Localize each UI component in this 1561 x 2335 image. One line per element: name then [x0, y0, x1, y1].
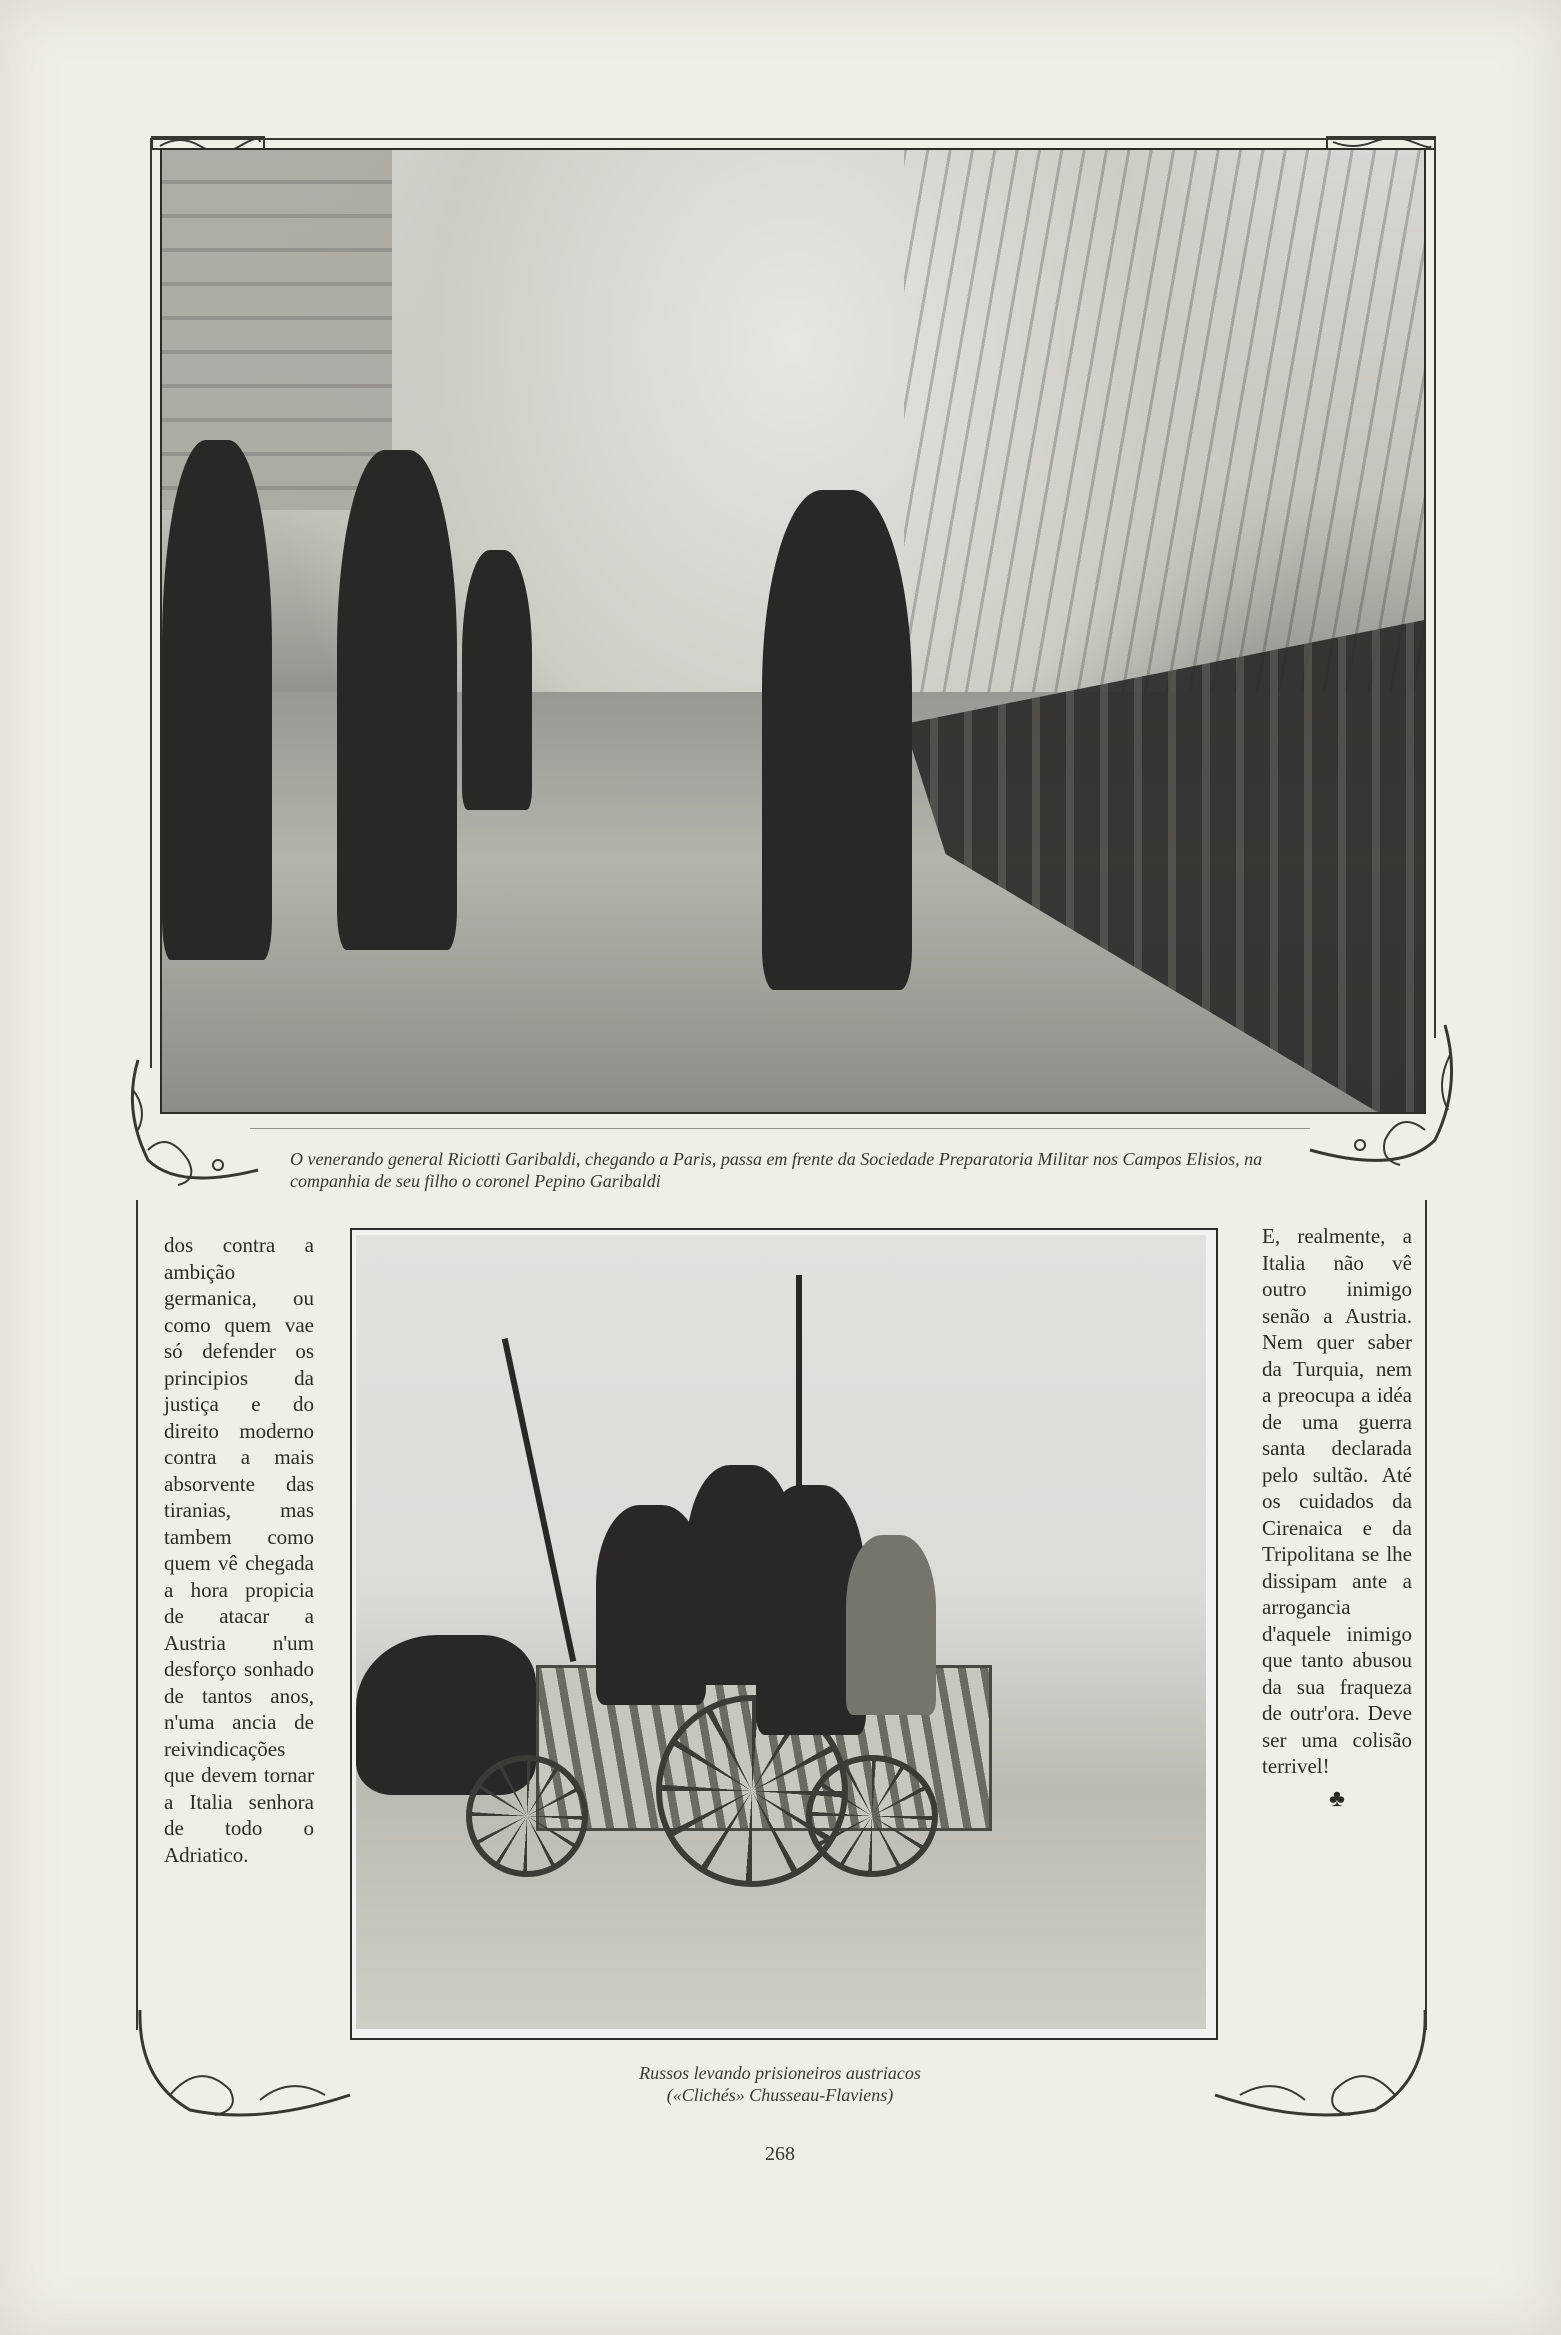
russian-cart-photo [356, 1235, 1206, 2029]
photo-figure-gentleman [162, 440, 272, 960]
page-number: 268 [765, 2143, 795, 2165]
left-text-column [164, 1232, 314, 1868]
bottom-caption-line1: Russos levando prisioneiros austriacos [639, 2063, 921, 2083]
right-text-column [1262, 1223, 1412, 1812]
garibaldi-parade-photo [160, 148, 1426, 1114]
top-photo-caption: O venerando general Riciotti Garibaldi, chegando a Paris, passa em frente da Sociedade Preparatoria Militar nos Campos Elisios, na companhia de seu filho o coronel Pepino Garibaldi [290, 1149, 1263, 1191]
frame-left-line [150, 138, 152, 1068]
club-icon: ♣ [1329, 1785, 1345, 1812]
frame-right-line [1434, 138, 1436, 1038]
bottom-photo-caption [530, 2062, 1030, 2106]
scroll-ornament-icon [130, 2000, 360, 2130]
photo-figure-officer [337, 450, 457, 950]
frame-top-line [150, 138, 1436, 140]
bottom-caption-line2: («Clichés» Chusseau-Flaviens) [666, 2085, 894, 2105]
photo-figure-prisoner [846, 1535, 936, 1715]
frame-caption-line [250, 1128, 1310, 1129]
frame-lower-right-line [1425, 1200, 1427, 2030]
photo-figure-old-man [762, 490, 912, 990]
photo-wheel-small [466, 1755, 588, 1877]
left-column-text: dos contra a ambição germanica, ou como quem vae só defender os principios da justiça e do direito moderno contra a mais absorvente das tiranias, mas tambem como quem vê chegada a hora propicia de atacar a Austria n'um desforço sonhado de tantos anos, n'uma ancia de reivindicações que devem tornar a Italia senhora de todo o Adriatico. [164, 1233, 314, 1867]
photo-wheel-rear [806, 1755, 938, 1877]
photo-rifle [502, 1338, 576, 1662]
scroll-ornament-icon [1200, 2000, 1435, 2130]
frame-lower-left-line [136, 1200, 138, 2030]
photo-figure-civilian [462, 550, 532, 810]
right-column-text: E, realmente, a Italia não vê outro inimigo senão a Austria. Nem quer saber da Turquia, nem a preocupa a idéa de uma guerra santa declarada pelo sultão. Até os cuidados da Cirenaica e da Tripolitana se lhe dissipam ante a arrogancia d'aquele inimigo que tanto abusou da sua fraqueza de outr'ora. Deve ser uma colisão terrivel! [1262, 1224, 1412, 1778]
